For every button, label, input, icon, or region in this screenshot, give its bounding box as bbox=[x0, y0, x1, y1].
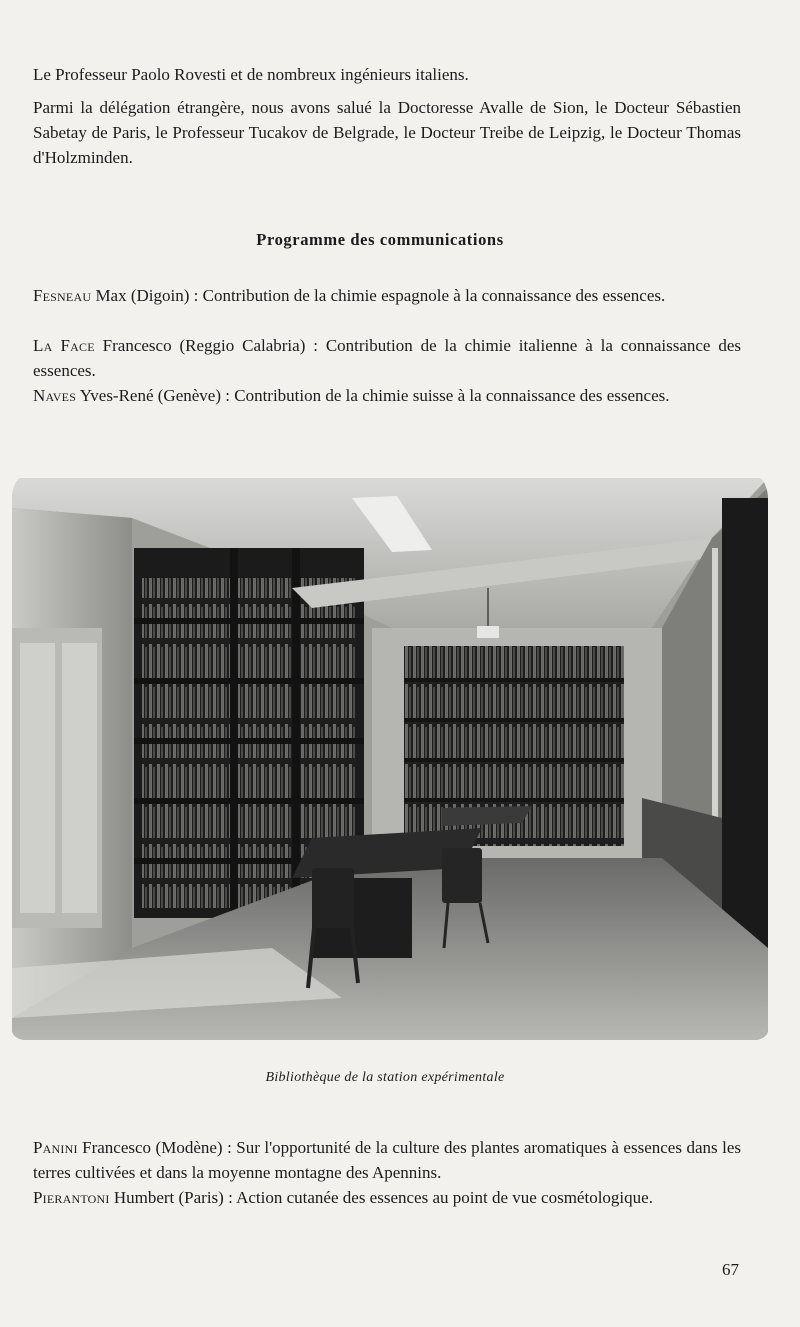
author-name: La Face bbox=[33, 336, 95, 355]
entry-text: Humbert (Paris) : Action cutanée des essences au point de vue cosmétologique. bbox=[109, 1188, 653, 1207]
communication-entry bbox=[33, 1135, 741, 1185]
entry-text: Max (Digoin) : Contribution de la chimie espagnole à la connaissance des essences. bbox=[91, 286, 666, 305]
entry-text: Francesco (Reggio Calabria) : Contribution de la chimie italienne à la connaissance des essences. bbox=[33, 336, 742, 380]
entry-text: Francesco (Modène) : Sur l'opportunité de la culture des plantes aromatiques à essences dans les terres cultivées et dans la moyenne montagne des Apennins. bbox=[33, 1138, 741, 1182]
photo-caption: Bibliothèque de la station expérimentale bbox=[265, 1070, 505, 1085]
communication-entry bbox=[33, 283, 741, 308]
section-heading: Programme des communications bbox=[256, 230, 504, 249]
author-name: Pierantoni bbox=[33, 1188, 110, 1207]
author-name: Naves bbox=[33, 386, 77, 405]
communication-entry bbox=[33, 333, 741, 383]
communication-entry bbox=[33, 1185, 741, 1210]
author-name: Fesneau bbox=[33, 286, 92, 305]
author-name: Panini bbox=[33, 1138, 78, 1157]
entry-text: Yves-René (Genève) : Contribution de la chimie suisse à la connaissance des essences. bbox=[76, 386, 670, 405]
library-photo bbox=[12, 478, 768, 1040]
intro-paragraph: Le Professeur Paolo Rovesti et de nombreux ingénieurs italiens. bbox=[33, 65, 469, 84]
communication-entry bbox=[33, 383, 741, 408]
delegation-paragraph: Parmi la délégation étrangère, nous avons salué la Doctoresse Avalle de Sion, le Docteur Sébastien Sabetay de Paris, le Professeur Tucakov de Belgrade, le Docteur Treibe de Leipzig, le Docteur Thomas d'Holzminden. bbox=[33, 98, 741, 167]
page-number: 67 bbox=[722, 1260, 739, 1279]
